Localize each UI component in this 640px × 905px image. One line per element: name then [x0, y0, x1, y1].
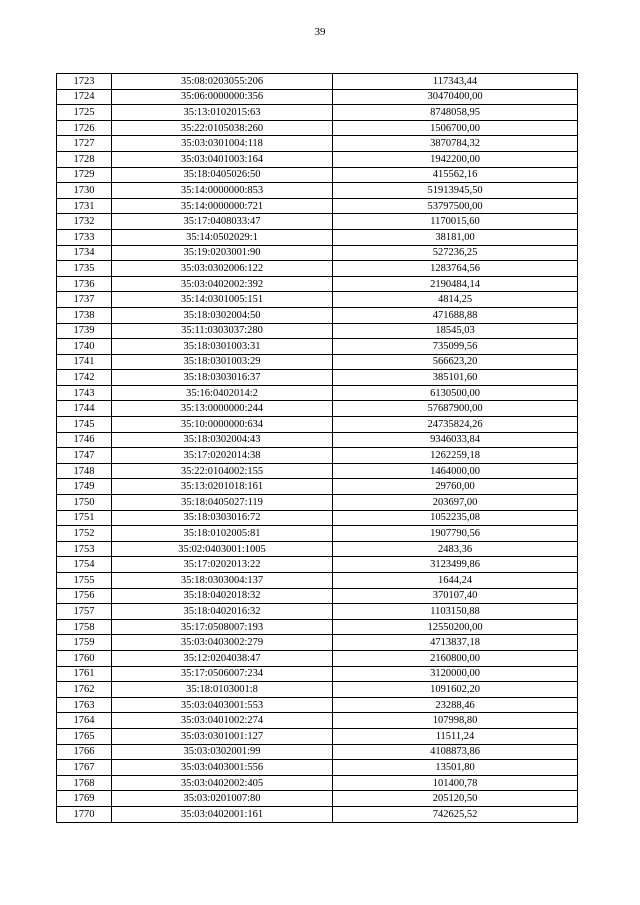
- table-row: [57, 479, 578, 495]
- row-number-cell: 1753: [57, 541, 112, 557]
- table-row: [57, 354, 578, 370]
- cadastral-number-cell: 35:14:0000000:721: [112, 198, 333, 214]
- table-row: [57, 744, 578, 760]
- row-number-cell: 1751: [57, 510, 112, 526]
- row-number-cell: 1765: [57, 728, 112, 744]
- row-number-cell: 1762: [57, 682, 112, 698]
- cadastral-number-cell: 35:14:0000000:853: [112, 183, 333, 199]
- table-row: [57, 541, 578, 557]
- cadastral-value-cell: 51913945,50: [333, 183, 578, 199]
- cadastral-value-cell: 1170015,60: [333, 214, 578, 230]
- cadastral-value-cell: 1103150,88: [333, 604, 578, 620]
- row-number-cell: 1741: [57, 354, 112, 370]
- cadastral-number-cell: 35:18:0402016:32: [112, 604, 333, 620]
- table-row: [57, 401, 578, 417]
- cadastral-value-cell: 1506700,00: [333, 120, 578, 136]
- cadastral-number-cell: 35:18:0405026:50: [112, 167, 333, 183]
- table-row: [57, 183, 578, 199]
- table-row: [57, 370, 578, 386]
- cadastral-number-cell: 35:17:0508007:193: [112, 619, 333, 635]
- row-number-cell: 1726: [57, 120, 112, 136]
- cadastral-value-cell: 566623,20: [333, 354, 578, 370]
- cadastral-value-cell: 11511,24: [333, 728, 578, 744]
- cadastral-number-cell: 35:18:0303016:72: [112, 510, 333, 526]
- cadastral-value-cell: 4814,25: [333, 292, 578, 308]
- cadastral-number-cell: 35:18:0301003:29: [112, 354, 333, 370]
- row-number-cell: 1749: [57, 479, 112, 495]
- table-row: [57, 526, 578, 542]
- table-row: [57, 261, 578, 277]
- table-row: [57, 697, 578, 713]
- cadastral-number-cell: 35:14:0301005:151: [112, 292, 333, 308]
- cadastral-number-cell: 35:03:0401003:164: [112, 151, 333, 167]
- row-number-cell: 1761: [57, 666, 112, 682]
- cadastral-value-cell: 30470400,00: [333, 89, 578, 105]
- table-row: [57, 791, 578, 807]
- table-row: [57, 463, 578, 479]
- table-row: [57, 151, 578, 167]
- cadastral-value-cell: 3120000,00: [333, 666, 578, 682]
- cadastral-value-cell: 1644,24: [333, 573, 578, 589]
- cadastral-value-cell: 1942200,00: [333, 151, 578, 167]
- row-number-cell: 1744: [57, 401, 112, 417]
- cadastral-value-cell: 1283764,56: [333, 261, 578, 277]
- cadastral-number-cell: 35:03:0302001:99: [112, 744, 333, 760]
- row-number-cell: 1739: [57, 323, 112, 339]
- table-row: [57, 323, 578, 339]
- cadastral-number-cell: 35:18:0302004:50: [112, 307, 333, 323]
- table-row: [57, 276, 578, 292]
- page-number: 39: [314, 26, 326, 38]
- row-number-cell: 1725: [57, 105, 112, 121]
- cadastral-number-cell: 35:18:0301003:31: [112, 339, 333, 355]
- cadastral-number-cell: 35:03:0403001:556: [112, 760, 333, 776]
- table-row: [57, 198, 578, 214]
- cadastral-number-cell: 35:18:0102005:81: [112, 526, 333, 542]
- row-number-cell: 1757: [57, 604, 112, 620]
- cadastral-number-cell: 35:18:0103001:8: [112, 682, 333, 698]
- cadastral-number-cell: 35:10:0000000:634: [112, 417, 333, 433]
- cadastral-number-cell: 35:03:0301004:118: [112, 136, 333, 152]
- cadastral-value-cell: 101400,78: [333, 775, 578, 791]
- cadastral-value-cell: 1907790,56: [333, 526, 578, 542]
- row-number-cell: 1734: [57, 245, 112, 261]
- row-number-cell: 1750: [57, 495, 112, 511]
- cadastral-value-cell: 527236,25: [333, 245, 578, 261]
- cadastral-value-cell: 23288,46: [333, 697, 578, 713]
- cadastral-number-cell: 35:17:0408033:47: [112, 214, 333, 230]
- cadastral-value-cell: 4108873,86: [333, 744, 578, 760]
- cadastral-number-cell: 35:16:0402014:2: [112, 385, 333, 401]
- table-row: [57, 775, 578, 791]
- cadastral-value-cell: 415562,16: [333, 167, 578, 183]
- cadastral-value-cell: 205120,50: [333, 791, 578, 807]
- row-number-cell: 1728: [57, 151, 112, 167]
- table-row: [57, 120, 578, 136]
- cadastral-number-cell: 35:11:0303037:280: [112, 323, 333, 339]
- row-number-cell: 1732: [57, 214, 112, 230]
- row-number-cell: 1760: [57, 650, 112, 666]
- row-number-cell: 1740: [57, 339, 112, 355]
- row-number-cell: 1766: [57, 744, 112, 760]
- cadastral-value-cell: 385101,60: [333, 370, 578, 386]
- table-row: [57, 105, 578, 121]
- row-number-cell: 1746: [57, 432, 112, 448]
- cadastral-value-cell: 53797500,00: [333, 198, 578, 214]
- row-number-cell: 1748: [57, 463, 112, 479]
- table-row: [57, 573, 578, 589]
- cadastral-number-cell: 35:17:0202013:22: [112, 557, 333, 573]
- cadastral-value-cell: 107998,80: [333, 713, 578, 729]
- cadastral-value-cell: 29760,00: [333, 479, 578, 495]
- cadastral-number-cell: 35:18:0405027:119: [112, 495, 333, 511]
- cadastral-value-cell: 742625,52: [333, 806, 578, 822]
- table-row: [57, 245, 578, 261]
- cadastral-value-cell: 1052235,08: [333, 510, 578, 526]
- cadastral-value-cell: 12550200,00: [333, 619, 578, 635]
- row-number-cell: 1745: [57, 417, 112, 433]
- row-number-cell: 1747: [57, 448, 112, 464]
- table-row: [57, 432, 578, 448]
- row-number-cell: 1730: [57, 183, 112, 199]
- row-number-cell: 1759: [57, 635, 112, 651]
- cadastral-number-cell: 35:02:0403001:1005: [112, 541, 333, 557]
- cadastral-number-cell: 35:03:0302006:122: [112, 261, 333, 277]
- cadastral-value-cell: 1464000,00: [333, 463, 578, 479]
- cadastral-value-cell: 18545,03: [333, 323, 578, 339]
- table-row: [57, 89, 578, 105]
- cadastral-number-cell: 35:03:0403001:553: [112, 697, 333, 713]
- table-row: [57, 167, 578, 183]
- cadastral-value-cell: 3123499,86: [333, 557, 578, 573]
- row-number-cell: 1742: [57, 370, 112, 386]
- cadastral-value-cell: 471688,88: [333, 307, 578, 323]
- row-number-cell: 1767: [57, 760, 112, 776]
- table-row: [57, 604, 578, 620]
- cadastral-value-cell: 6130500,00: [333, 385, 578, 401]
- table-row: [57, 713, 578, 729]
- cadastral-number-cell: 35:14:0502029:1: [112, 229, 333, 245]
- table-row: [57, 666, 578, 682]
- cadastral-value-cell: 117343,44: [333, 74, 578, 90]
- row-number-cell: 1770: [57, 806, 112, 822]
- row-number-cell: 1723: [57, 74, 112, 90]
- cadastral-value-cell: 1091602,20: [333, 682, 578, 698]
- table-row: [57, 619, 578, 635]
- cadastral-number-cell: 35:03:0402002:392: [112, 276, 333, 292]
- table-row: [57, 682, 578, 698]
- cadastral-number-cell: 35:06:0000000:356: [112, 89, 333, 105]
- table-row: [57, 588, 578, 604]
- table-row: [57, 214, 578, 230]
- cadastral-value-cell: 2190484,14: [333, 276, 578, 292]
- cadastral-number-cell: 35:03:0401002:274: [112, 713, 333, 729]
- cadastral-number-cell: 35:17:0506007:234: [112, 666, 333, 682]
- row-number-cell: 1729: [57, 167, 112, 183]
- cadastral-number-cell: 35:13:0000000:244: [112, 401, 333, 417]
- table-row: [57, 448, 578, 464]
- cadastral-number-cell: 35:22:0105038:260: [112, 120, 333, 136]
- cadastral-value-cell: 203697,00: [333, 495, 578, 511]
- table-row: [57, 806, 578, 822]
- cadastral-number-cell: 35:18:0303016:37: [112, 370, 333, 386]
- cadastral-number-cell: 35:03:0402001:161: [112, 806, 333, 822]
- row-number-cell: 1736: [57, 276, 112, 292]
- row-number-cell: 1727: [57, 136, 112, 152]
- row-number-cell: 1758: [57, 619, 112, 635]
- cadastral-number-cell: 35:03:0403002:279: [112, 635, 333, 651]
- cadastral-value-cell: 57687900,00: [333, 401, 578, 417]
- row-number-cell: 1763: [57, 697, 112, 713]
- cadastral-number-cell: 35:12:0204038:47: [112, 650, 333, 666]
- cadastral-number-cell: 35:17:0202014:38: [112, 448, 333, 464]
- table-row: [57, 74, 578, 90]
- table-row: [57, 510, 578, 526]
- cadastral-number-cell: 35:13:0201018:161: [112, 479, 333, 495]
- cadastral-value-cell: 8748058,95: [333, 105, 578, 121]
- table-row: [57, 728, 578, 744]
- cadastral-value-cell: 2483,36: [333, 541, 578, 557]
- cadastral-number-cell: 35:22:0104002:155: [112, 463, 333, 479]
- row-number-cell: 1733: [57, 229, 112, 245]
- cadastral-number-cell: 35:13:0102015:63: [112, 105, 333, 121]
- row-number-cell: 1738: [57, 307, 112, 323]
- row-number-cell: 1752: [57, 526, 112, 542]
- cadastral-value-cell: 4713837,18: [333, 635, 578, 651]
- cadastral-value-cell: 3870784,32: [333, 136, 578, 152]
- row-number-cell: 1737: [57, 292, 112, 308]
- table-row: [57, 385, 578, 401]
- cadastral-number-cell: 35:18:0402018:32: [112, 588, 333, 604]
- cadastral-value-cell: 1262259,18: [333, 448, 578, 464]
- table-row: [57, 292, 578, 308]
- cadastral-value-cell: 2160800,00: [333, 650, 578, 666]
- row-number-cell: 1731: [57, 198, 112, 214]
- cadastral-value-cell: 9346033,84: [333, 432, 578, 448]
- table-row: [57, 635, 578, 651]
- row-number-cell: 1756: [57, 588, 112, 604]
- table-row: [57, 307, 578, 323]
- table-body: [57, 74, 578, 823]
- cadastral-number-cell: 35:18:0303004:137: [112, 573, 333, 589]
- table-row: [57, 229, 578, 245]
- cadastral-value-cell: 735099,56: [333, 339, 578, 355]
- row-number-cell: 1735: [57, 261, 112, 277]
- cadastral-number-cell: 35:19:0203001:90: [112, 245, 333, 261]
- row-number-cell: 1754: [57, 557, 112, 573]
- table-row: [57, 760, 578, 776]
- cadastral-value-cell: 24735824,26: [333, 417, 578, 433]
- row-number-cell: 1724: [57, 89, 112, 105]
- table-row: [57, 339, 578, 355]
- table-row: [57, 136, 578, 152]
- table-row: [57, 650, 578, 666]
- cadastral-number-cell: 35:03:0301001:127: [112, 728, 333, 744]
- table-row: [57, 557, 578, 573]
- table-row: [57, 417, 578, 433]
- cadastral-number-cell: 35:03:0402002:405: [112, 775, 333, 791]
- row-number-cell: 1769: [57, 791, 112, 807]
- row-number-cell: 1743: [57, 385, 112, 401]
- cadastral-number-cell: 35:08:0203055:206: [112, 74, 333, 90]
- cadastral-value-cell: 13501,80: [333, 760, 578, 776]
- row-number-cell: 1755: [57, 573, 112, 589]
- cadastral-value-table: [56, 73, 578, 823]
- cadastral-number-cell: 35:18:0302004:43: [112, 432, 333, 448]
- row-number-cell: 1768: [57, 775, 112, 791]
- cadastral-value-cell: 38181,00: [333, 229, 578, 245]
- row-number-cell: 1764: [57, 713, 112, 729]
- cadastral-value-cell: 370107,40: [333, 588, 578, 604]
- table-row: [57, 495, 578, 511]
- cadastral-number-cell: 35:03:0201007:80: [112, 791, 333, 807]
